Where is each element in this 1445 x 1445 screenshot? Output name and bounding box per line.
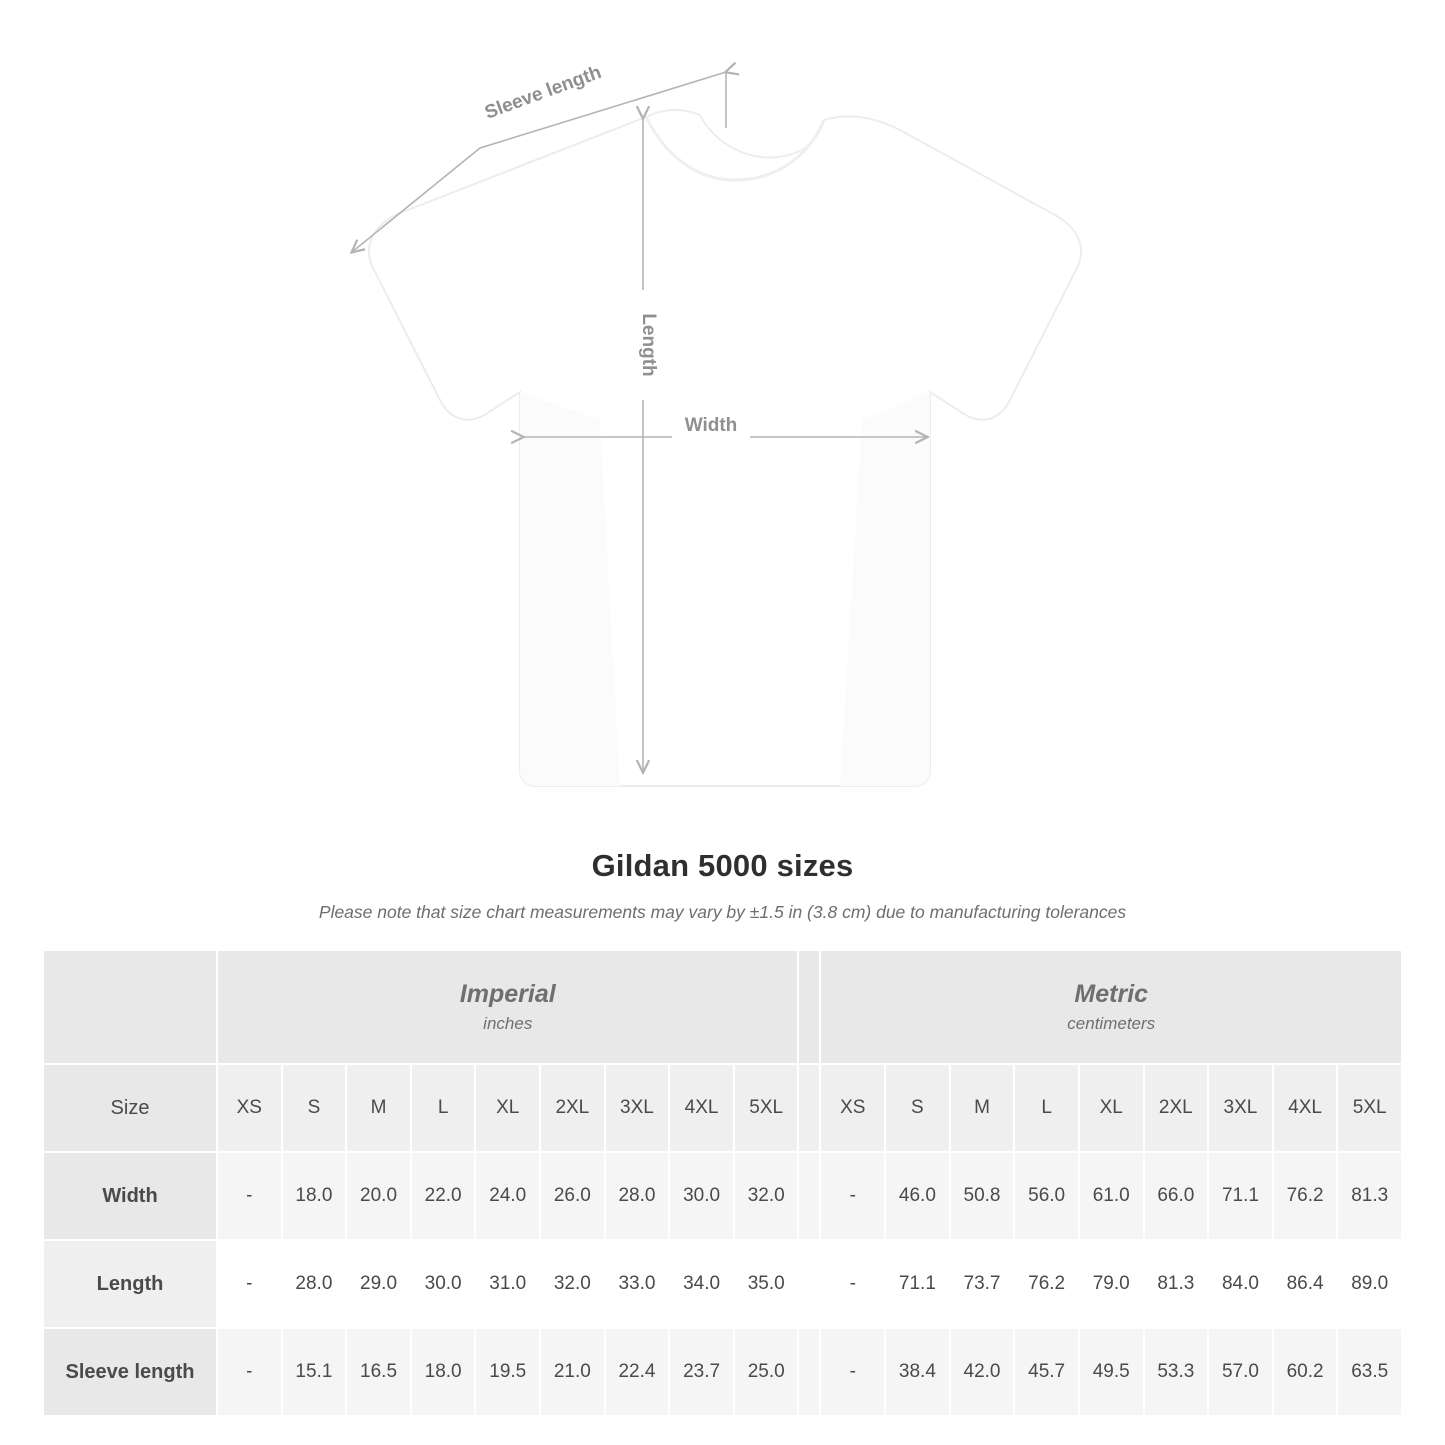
cell-length-metric-xs: - (820, 1240, 885, 1328)
cell-length-metric-5xl: 89.0 (1337, 1240, 1402, 1328)
cell-length-imperial-xs: - (217, 1240, 282, 1328)
cell-length-imperial-s: 28.0 (282, 1240, 347, 1328)
table-row (43, 1152, 1402, 1240)
cell-sleeve-imperial-xs: - (217, 1328, 282, 1416)
unit-header-row (43, 950, 1402, 1064)
size-header-metric-l: L (1014, 1064, 1079, 1152)
cell-sleeve-imperial-m: 16.5 (346, 1328, 411, 1416)
cell-sleeve-metric-l: 45.7 (1014, 1328, 1079, 1416)
cell-length-metric-2xl: 81.3 (1144, 1240, 1209, 1328)
length-label: Length (638, 313, 659, 377)
unit-group-imperial (217, 950, 798, 1064)
size-header-imperial-l: L (411, 1064, 476, 1152)
size-table-wrap (42, 949, 1403, 1417)
cell-width-imperial-l: 22.0 (411, 1152, 476, 1240)
size-header-imperial-5xl: 5XL (734, 1064, 799, 1152)
cell-width-imperial-2xl: 26.0 (540, 1152, 605, 1240)
cell-length-metric-4xl: 86.4 (1273, 1240, 1338, 1328)
unit-header-spacer-left (43, 950, 217, 1064)
table-row (43, 1240, 1402, 1328)
cell-sleeve-metric-2xl: 53.3 (1144, 1328, 1209, 1416)
cell-sleeve-metric-xl: 49.5 (1079, 1328, 1144, 1416)
cell-width-metric-m: 50.8 (950, 1152, 1015, 1240)
cell-width-metric-l: 56.0 (1014, 1152, 1079, 1240)
size-header-imperial-m: M (346, 1064, 411, 1152)
cell-width-metric-4xl: 76.2 (1273, 1152, 1338, 1240)
cell-length-imperial-l: 30.0 (411, 1240, 476, 1328)
cell-length-imperial-2xl: 32.0 (540, 1240, 605, 1328)
cell-sleeve-metric-3xl: 57.0 (1208, 1328, 1273, 1416)
size-header-metric-5xl: 5XL (1337, 1064, 1402, 1152)
unit-header-spacer-mid (798, 950, 820, 1064)
size-header-imperial-xl: XL (475, 1064, 540, 1152)
size-header-metric-xl: XL (1079, 1064, 1144, 1152)
row-spacer-width (798, 1152, 820, 1240)
size-header-imperial-xs: XS (217, 1064, 282, 1152)
size-header-label: Size (43, 1064, 217, 1152)
cell-width-imperial-3xl: 28.0 (605, 1152, 670, 1240)
cell-sleeve-metric-4xl: 60.2 (1273, 1328, 1338, 1416)
cell-length-imperial-m: 29.0 (346, 1240, 411, 1328)
cell-length-metric-xl: 79.0 (1079, 1240, 1144, 1328)
size-header-metric-2xl: 2XL (1144, 1064, 1209, 1152)
tolerance-note: Please note that size chart measurements may vary by ±1.5 in (3.8 cm) due to manufacturing tolerances (318, 902, 1127, 922)
table-row (43, 1328, 1402, 1416)
cell-sleeve-imperial-l: 18.0 (411, 1328, 476, 1416)
cell-length-metric-s: 71.1 (885, 1240, 950, 1328)
cell-length-imperial-xl: 31.0 (475, 1240, 540, 1328)
cell-width-metric-5xl: 81.3 (1337, 1152, 1402, 1240)
size-header-imperial-4xl: 4XL (669, 1064, 734, 1152)
cell-length-imperial-5xl: 35.0 (734, 1240, 799, 1328)
cell-width-imperial-5xl: 32.0 (734, 1152, 799, 1240)
row-label-sleeve-length: Sleeve length (43, 1328, 217, 1416)
cell-sleeve-metric-5xl: 63.5 (1337, 1328, 1402, 1416)
size-header-metric-3xl: 3XL (1208, 1064, 1273, 1152)
cell-width-metric-3xl: 71.1 (1208, 1152, 1273, 1240)
size-header-imperial-3xl: 3XL (605, 1064, 670, 1152)
cell-width-imperial-xl: 24.0 (475, 1152, 540, 1240)
cell-sleeve-imperial-s: 15.1 (282, 1328, 347, 1416)
cell-sleeve-metric-m: 42.0 (950, 1328, 1015, 1416)
cell-sleeve-metric-s: 38.4 (885, 1328, 950, 1416)
cell-sleeve-imperial-4xl: 23.7 (669, 1328, 734, 1416)
size-header-metric-xs: XS (820, 1064, 885, 1152)
row-label-width: Width (43, 1152, 217, 1240)
cell-sleeve-imperial-3xl: 22.4 (605, 1328, 670, 1416)
cell-length-metric-l: 76.2 (1014, 1240, 1079, 1328)
row-label-length: Length (43, 1240, 217, 1328)
cell-width-metric-xl: 61.0 (1079, 1152, 1144, 1240)
unit-group-metric-name: Metric (1074, 979, 1149, 1008)
page-title: Gildan 5000 sizes (591, 848, 854, 883)
size-header-row (43, 1064, 1402, 1152)
cell-width-imperial-4xl: 30.0 (669, 1152, 734, 1240)
cell-width-imperial-m: 20.0 (346, 1152, 411, 1240)
size-table (42, 949, 1403, 1417)
size-header-metric-m: M (950, 1064, 1015, 1152)
unit-group-imperial-sub: inches (483, 1014, 533, 1034)
size-header-metric-s: S (885, 1064, 950, 1152)
size-header-imperial-2xl: 2XL (540, 1064, 605, 1152)
unit-group-imperial-name: Imperial (459, 979, 556, 1008)
cell-length-metric-3xl: 84.0 (1208, 1240, 1273, 1328)
cell-sleeve-imperial-xl: 19.5 (475, 1328, 540, 1416)
cell-width-metric-2xl: 66.0 (1144, 1152, 1209, 1240)
cell-width-imperial-xs: - (217, 1152, 282, 1240)
cell-length-metric-m: 73.7 (950, 1240, 1015, 1328)
row-spacer-length (798, 1240, 820, 1328)
cell-sleeve-metric-xs: - (820, 1328, 885, 1416)
cell-width-metric-xs: - (820, 1152, 885, 1240)
sleeve-length-label: Sleeve length (481, 62, 605, 124)
chart-header (0, 830, 1445, 923)
size-header-spacer (798, 1064, 820, 1152)
cell-width-imperial-s: 18.0 (282, 1152, 347, 1240)
tshirt-shape (369, 110, 1081, 786)
cell-sleeve-imperial-2xl: 21.0 (540, 1328, 605, 1416)
unit-group-metric (820, 950, 1402, 1064)
unit-group-metric-sub: centimeters (1067, 1014, 1156, 1034)
cell-sleeve-imperial-5xl: 25.0 (734, 1328, 799, 1416)
cell-length-imperial-3xl: 33.0 (605, 1240, 670, 1328)
size-header-imperial-s: S (282, 1064, 347, 1152)
cell-length-imperial-4xl: 34.0 (669, 1240, 734, 1328)
width-label: Width (684, 415, 738, 436)
row-spacer-sleeve (798, 1328, 820, 1416)
size-header-metric-4xl: 4XL (1273, 1064, 1338, 1152)
cell-width-metric-s: 46.0 (885, 1152, 950, 1240)
